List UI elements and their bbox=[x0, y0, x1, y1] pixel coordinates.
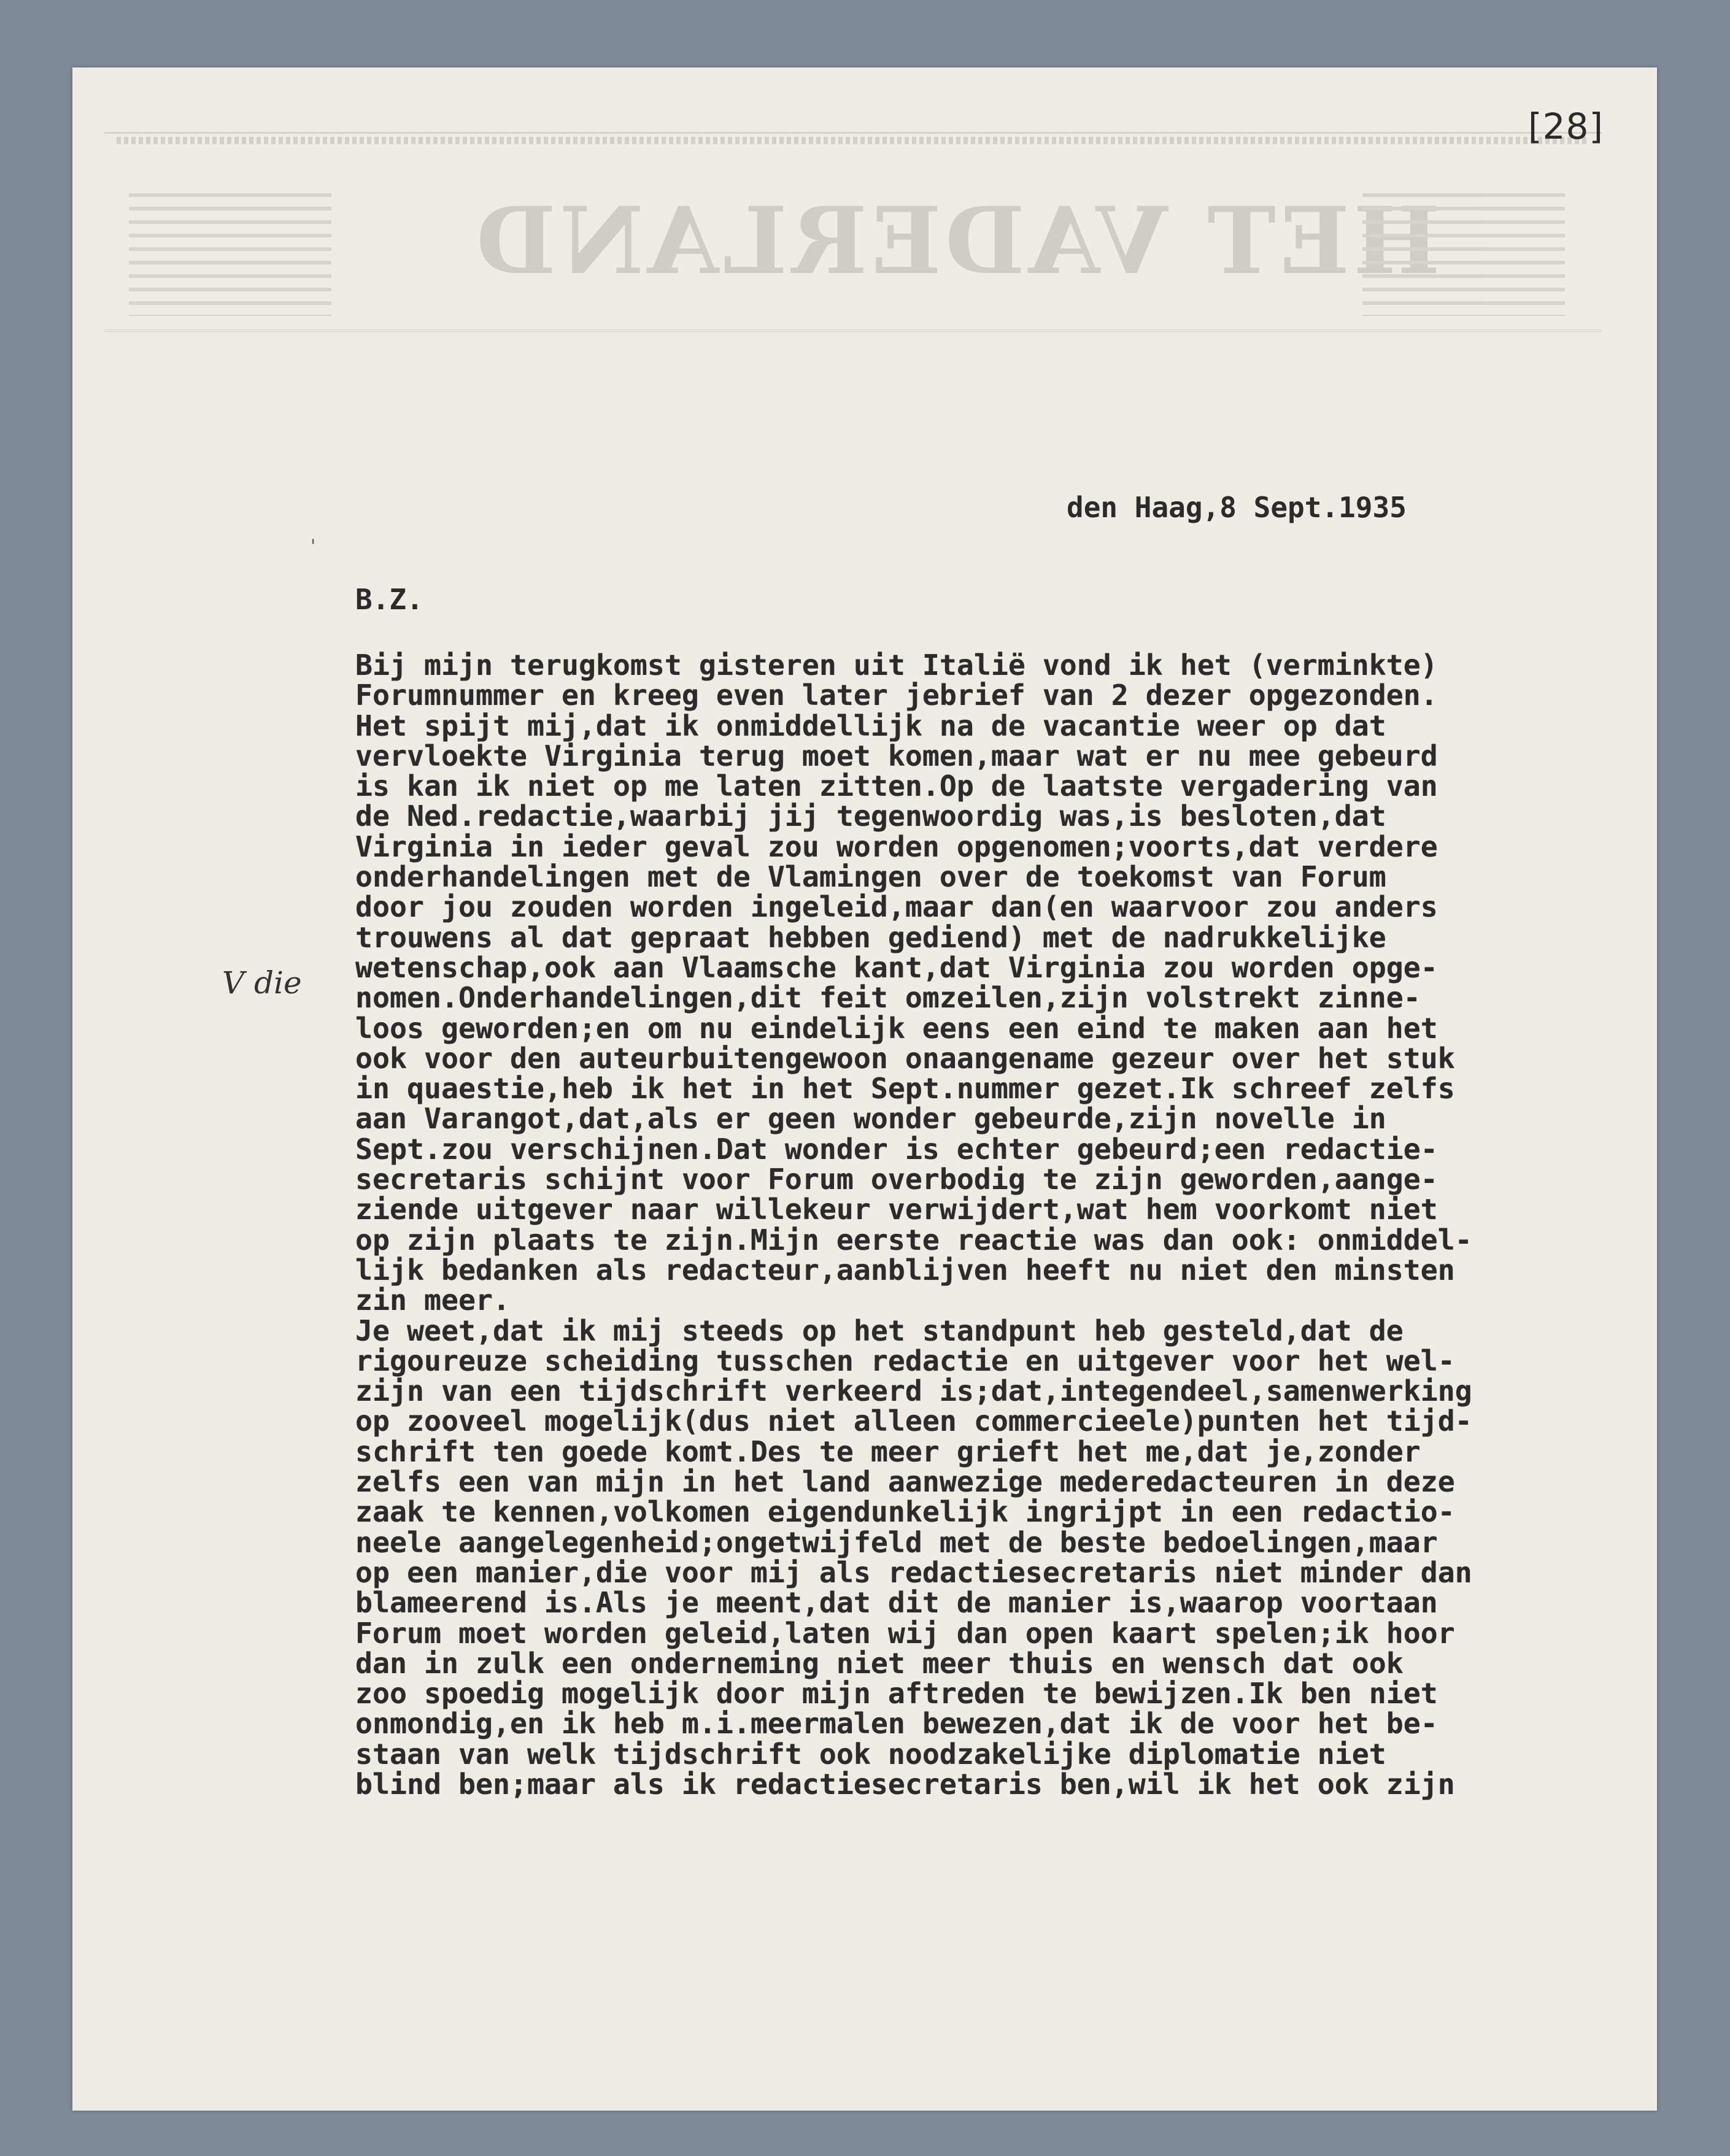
letter-line: in quaestie,heb ik het in het Sept.nummer gezet.Ik schreef zelfs bbox=[355, 1072, 1455, 1106]
dateline: den Haag,8 Sept.1935 bbox=[1067, 491, 1407, 524]
letter-line: is kan ik niet op me laten zitten.Op de laatste vergadering van bbox=[355, 769, 1438, 803]
letter-line: Je weet,dat ik mij steeds op het standpunt heb gesteld,dat de bbox=[355, 1314, 1404, 1347]
ghost-rule-top bbox=[104, 132, 1602, 134]
handwritten-margin-note: V die bbox=[222, 965, 302, 1001]
letter-line: schrift ten goede komt.Des te meer grieft het me,dat je,zonder bbox=[355, 1434, 1421, 1468]
letter-line: zelfs een van mijn in het land aanwezige mederedacteuren in deze bbox=[355, 1465, 1455, 1499]
letter-line: door jou zouden worden ingeleid,maar dan(en waarvoor zou anders bbox=[355, 890, 1438, 924]
letter-line: op een manier,die voor mij als redactiesecretaris niet minder dan bbox=[355, 1555, 1472, 1589]
archive-number: [28] bbox=[1528, 106, 1604, 147]
letter-line: zijn van een tijdschrift verkeerd is;dat,integendeel,samenwerking bbox=[355, 1374, 1472, 1408]
letter-line: aan Varangot,dat,als er geen wonder gebeurde,zijn novelle in bbox=[355, 1102, 1386, 1136]
letterhead-show-through bbox=[104, 114, 1602, 359]
letter-line: nomen.Onderhandelingen,dit feit omzeilen,zijn volstrekt zinne- bbox=[355, 981, 1421, 1015]
ghost-column-left bbox=[129, 193, 331, 316]
letter-page bbox=[72, 67, 1657, 2111]
letter-line: blind ben;maar als ik redactiesecretaris ben,wil ik het ook zijn bbox=[355, 1767, 1455, 1801]
letter-line: secretaris schijnt voor Forum overbodig te zijn geworden,aange- bbox=[355, 1163, 1438, 1196]
letter-line: Forum moet worden geleid,laten wij dan open kaart spelen;ik hoor bbox=[355, 1616, 1455, 1650]
letter-line: op zijn plaats te zijn.Mijn eerste reactie was dan ook: onmiddel- bbox=[355, 1223, 1472, 1257]
letter-line: zin meer. bbox=[355, 1284, 510, 1317]
letter-line: de Ned.redactie,waarbij jij tegenwoordig was,is besloten,dat bbox=[355, 799, 1386, 833]
salutation: B.Z. bbox=[355, 583, 423, 616]
ghost-header-strip bbox=[117, 137, 1589, 144]
ghost-rule-bottom bbox=[104, 329, 1602, 332]
letter-line: zaak te kennen,volkomen eigendunkelijk ingrijpt in een redactio- bbox=[355, 1495, 1455, 1529]
letter-line: Forumnummer en kreeg even later jebrief van 2 dezer opgezonden. bbox=[355, 679, 1438, 712]
letter-line: zoo spoedig mogelijk door mijn aftreden te bewijzen.Ik ben niet bbox=[355, 1677, 1438, 1711]
letter-line: wetenschap,ook aan Vlaamsche kant,dat Virginia zou worden opge- bbox=[355, 950, 1438, 984]
letter-line: Sept.zou verschijnen.Dat wonder is echter gebeurd;een redactie- bbox=[355, 1132, 1438, 1166]
letter-line: Virginia in ieder geval zou worden opgenomen;voorts,dat verdere bbox=[355, 830, 1438, 863]
letter-line: op zooveel mogelijk(dus niet alleen commercieele)punten het tijd- bbox=[355, 1404, 1472, 1438]
letter-body bbox=[355, 650, 1472, 1800]
letter-line: vervloekte Virginia terug moet komen,maar wat er nu mee gebeurd bbox=[355, 739, 1438, 772]
margin-tick-mark: ' bbox=[311, 536, 316, 557]
letter-line: lijk bedanken als redacteur,aanblijven heeft nu niet den minsten bbox=[355, 1253, 1455, 1287]
letter-line: staan van welk tijdschrift ook noodzakelijke diplomatie niet bbox=[355, 1737, 1386, 1771]
letter-line: onmondig,en ik heb m.i.meermalen bewezen,dat ik de voor het be- bbox=[355, 1707, 1438, 1741]
letter-line: trouwens al dat gepraat hebben gediend) met de nadrukkelijke bbox=[355, 920, 1386, 954]
letter-line: ziende uitgever naar willekeur verwijdert,wat hem voorkomt niet bbox=[355, 1193, 1438, 1226]
letter-line: dan in zulk een onderneming niet meer thuis en wensch dat ook bbox=[355, 1646, 1404, 1680]
letter-line: Bij mijn terugkomst gisteren uit Italië vond ik het (verminkte) bbox=[355, 649, 1438, 682]
ghost-column-right bbox=[1362, 193, 1565, 316]
letter-line: ook voor den auteurbuitengewoon onaangename gezeur over het stuk bbox=[355, 1041, 1455, 1075]
letter-line: rigoureuze scheiding tusschen redactie en uitgever voor het wel- bbox=[355, 1344, 1455, 1377]
letter-line: loos geworden;en om nu eindelijk eens een eind te maken aan het bbox=[355, 1011, 1438, 1045]
letter-line: onderhandelingen met de Vlamingen over de toekomst van Forum bbox=[355, 860, 1386, 894]
letter-line: neele aangelegenheid;ongetwijfeld met de beste bedoelingen,maar bbox=[355, 1525, 1438, 1559]
ghost-masthead-title: HET VADERLAND bbox=[473, 187, 1441, 295]
letter-line: blameerend is.Als je meent,dat dit de manier is,waarop voortaan bbox=[355, 1586, 1438, 1620]
letter-line: Het spijt mij,dat ik onmiddellijk na de vacantie weer op dat bbox=[355, 709, 1386, 742]
